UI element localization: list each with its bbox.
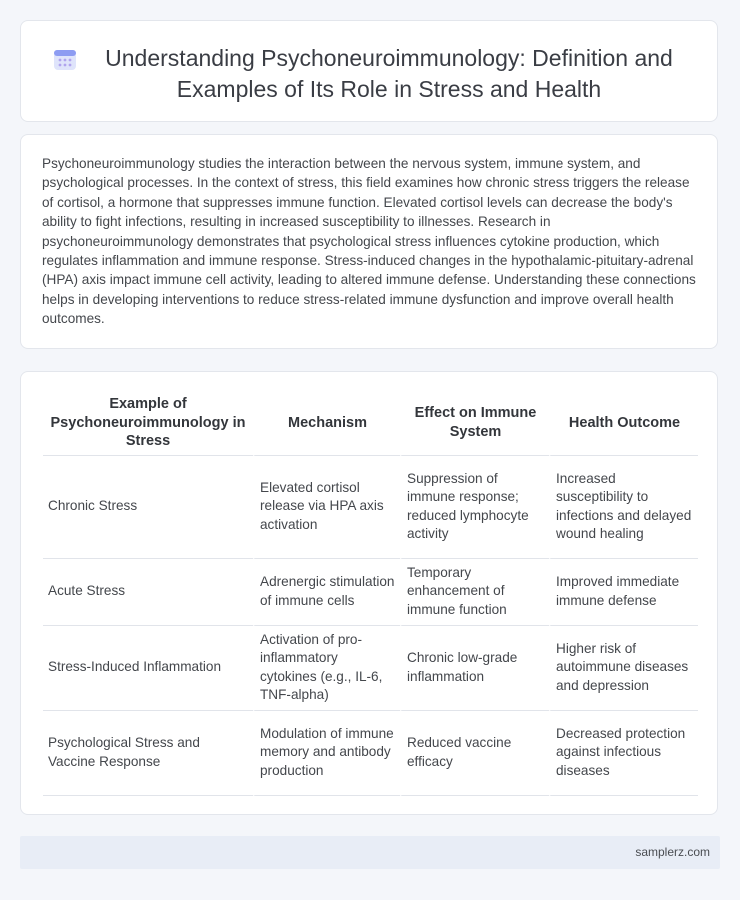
header-mechanism: Mechanism — [253, 391, 400, 456]
table-row — [43, 711, 698, 796]
table-cell: Acute Stress — [43, 559, 253, 626]
examples-table — [43, 391, 698, 796]
intro-card — [20, 134, 718, 349]
table-cell: Psychological Stress and Vaccine Response — [43, 711, 253, 796]
table-cell: Adrenergic stimulation of immune cells — [253, 559, 400, 626]
header-outcome: Health Outcome — [549, 391, 698, 456]
table-cell: Improved immediate immune defense — [549, 559, 698, 626]
table-cell: Modulation of immune memory and antibody production — [253, 711, 400, 796]
table-cell: Decreased protection against infectious diseases — [549, 711, 698, 796]
intro-paragraph: Psychoneuroimmunology studies the interaction between the nervous system, immune system, and psychological processes. In the context of stress, this field examines how chronic stress triggers the release of cortisol, a hormone that suppresses immune function. Elevated cortisol levels can decrease the body's ability to fight infections, resulting in increased susceptibility to illnesses. Research in psychoneuroimmunology demonstrates that psychological stress influences cytokine production, which regulates inflammation and immune response. Stress-induced changes in the hypothalamic-pituitary-adrenal (HPA) axis impact immune cell activity, leading to altered immune defense. Understanding these connections helps in developing interventions to reduce stress-related immune dysfunction and improve overall health outcomes. — [42, 156, 696, 327]
page-title: Understanding Psychoneuroimmunology: Definition and Examples of Its Role in Stress and Health — [105, 45, 673, 102]
table-cell: Increased susceptibility to infections and delayed wound healing — [549, 456, 698, 559]
table-cell: Elevated cortisol release via HPA axis activation — [253, 456, 400, 559]
footer-site-link[interactable]: samplerz.com — [635, 845, 710, 859]
table-cell: Stress-Induced Inflammation — [43, 626, 253, 711]
table-row — [43, 456, 698, 559]
table-row — [43, 626, 698, 711]
title-card — [20, 20, 718, 122]
table-card — [20, 371, 718, 815]
table-header-row — [43, 391, 698, 456]
table-cell: Suppression of immune response; reduced lymphocyte activity — [400, 456, 549, 559]
table-cell: Chronic Stress — [43, 456, 253, 559]
table-cell: Chronic low-grade inflammation — [400, 626, 549, 711]
calendar-icon — [53, 47, 77, 71]
header-effect: Effect on Immune System — [400, 391, 549, 456]
header-example: Example of Psychoneuroimmunology in Stress — [43, 391, 253, 456]
footer — [20, 836, 720, 869]
table-cell: Activation of pro-inflammatory cytokines (e.g., IL-6, TNF-alpha) — [253, 626, 400, 711]
table-cell: Higher risk of autoimmune diseases and depression — [549, 626, 698, 711]
table-cell: Reduced vaccine efficacy — [400, 711, 549, 796]
table-row — [43, 559, 698, 626]
table-cell: Temporary enhancement of immune function — [400, 559, 549, 626]
